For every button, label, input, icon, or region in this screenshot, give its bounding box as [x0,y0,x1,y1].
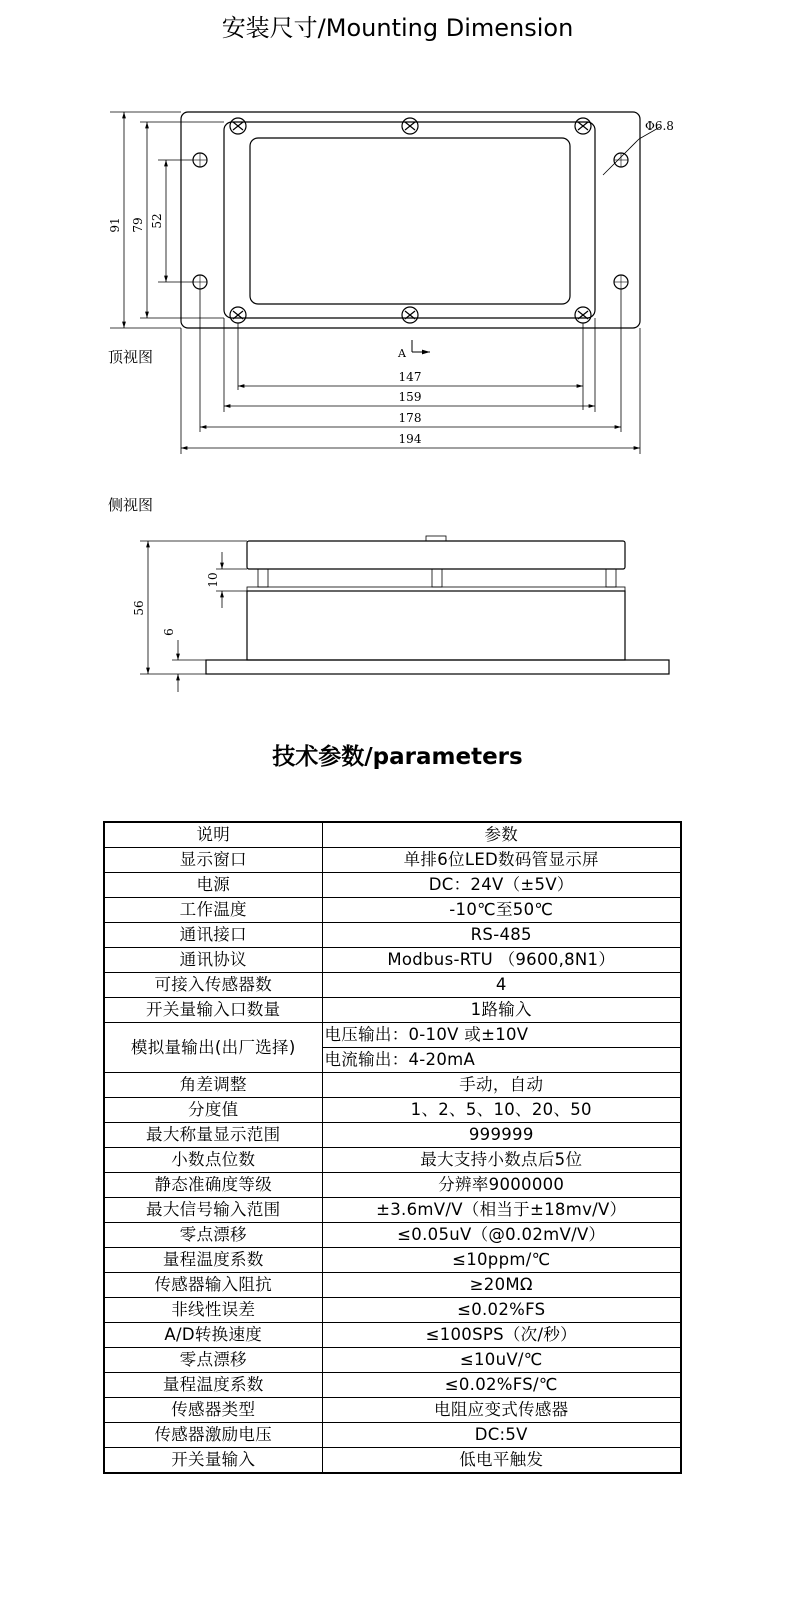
table-row [104,998,681,1023]
param-name: 工作温度 [104,898,322,923]
param-name: 小数点位数 [104,1148,322,1173]
table-row [104,1423,681,1448]
header-value: 参数 [322,822,681,848]
section-marker: A [398,347,406,360]
table-row [104,1373,681,1398]
table-row [104,1173,681,1198]
param-name: 传感器输入阻抗 [104,1273,322,1298]
params-title: 技术参数/parameters [272,744,523,770]
table-row [104,1198,681,1223]
param-name: 零点漂移 [104,1223,322,1248]
param-value: DC：24V（±5V） [322,873,681,898]
param-value: 最大支持小数点后5位 [322,1148,681,1173]
param-name: 最大信号输入范围 [104,1198,322,1223]
dim-159: 159 [398,390,422,404]
side-view-label: 侧视图 [108,496,154,514]
side-view-base-plate [206,660,669,674]
param-name: 开关量输入 [104,1448,322,1474]
side-view-standoffs [258,569,616,587]
dim-91: 91 [108,217,122,233]
table-row [104,1398,681,1423]
param-name: 可接入传感器数 [104,973,322,998]
param-name: 通讯协议 [104,948,322,973]
table-row [104,948,681,973]
param-name: 分度值 [104,1098,322,1123]
table-row [104,848,681,873]
table-row [104,873,681,898]
table-header-row [104,822,681,848]
param-value: ±3.6mV/V（相当于±18mv/V） [322,1198,681,1223]
param-value: ≤0.05uV（@0.02mV/V） [322,1223,681,1248]
param-value: 1路输入 [322,998,681,1023]
param-value: 4 [322,973,681,998]
param-name: 电源 [104,873,322,898]
param-name: 非线性误差 [104,1298,322,1323]
param-value: ≤100SPS（次/秒） [322,1323,681,1348]
table-row [104,1023,681,1048]
table-row [104,1148,681,1173]
top-view-bezel [224,122,595,318]
page-title: 安装尺寸/Mounting Dimension [221,14,574,42]
side-view-top-cover [247,541,625,569]
param-value: 999999 [322,1123,681,1148]
param-name: 量程温度系数 [104,1248,322,1273]
param-value: 1、2、5、10、20、50 [322,1098,681,1123]
table-row [104,1348,681,1373]
param-name: 角差调整 [104,1073,322,1098]
param-value: 手动，自动 [322,1073,681,1098]
param-value: ≤0.02%FS/℃ [322,1373,681,1398]
table-row [104,1248,681,1273]
top-view-label: 顶视图 [108,348,154,366]
param-name: 最大称量显示范围 [104,1123,322,1148]
param-name: 静态准确度等级 [104,1173,322,1198]
param-value: ≤10uV/℃ [322,1348,681,1373]
table-row [104,1273,681,1298]
table-row [104,1073,681,1098]
mounting-holes [193,153,628,289]
dim-10: 10 [206,572,220,588]
param-value: RS-485 [322,923,681,948]
dim-52: 52 [150,213,164,229]
table-row [104,1298,681,1323]
top-view-window [250,138,570,304]
side-view-body [247,591,625,660]
screws [230,118,591,323]
param-name: 零点漂移 [104,1348,322,1373]
dim-56: 56 [132,600,146,616]
dim-194: 194 [398,432,422,446]
table-row [104,1098,681,1123]
param-name: 显示窗口 [104,848,322,873]
param-value: DC:5V [322,1423,681,1448]
hole-diameter-label: Φ6.8 [645,119,674,133]
param-value-current: 电流输出：4-20mA [322,1048,681,1073]
table-row [104,973,681,998]
table-row [104,1223,681,1248]
dim-79: 79 [131,217,145,233]
dim-147: 147 [398,370,422,384]
param-value: ≤10ppm/℃ [322,1248,681,1273]
param-name: 量程温度系数 [104,1373,322,1398]
param-value: 电阻应变式传感器 [322,1398,681,1423]
table-row [104,1123,681,1148]
param-value: ≥20MΩ [322,1273,681,1298]
table-row [104,923,681,948]
param-name: 传感器类型 [104,1398,322,1423]
dim-6: 6 [162,628,176,636]
table-row [104,1323,681,1348]
param-name: 通讯接口 [104,923,322,948]
params-table [103,821,682,1474]
param-name: A/D转换速度 [104,1323,322,1348]
param-value: Modbus-RTU （9600,8N1） [322,948,681,973]
param-name: 开关量输入口数量 [104,998,322,1023]
param-value: ≤0.02%FS [322,1298,681,1323]
table-row [104,898,681,923]
param-name: 传感器激励电压 [104,1423,322,1448]
header-name: 说明 [104,822,322,848]
param-value-voltage: 电压输出：0-10V 或±10V [322,1023,681,1048]
dim-178: 178 [398,411,422,425]
param-value: 单排6位LED数码管显示屏 [322,848,681,873]
param-name: 模拟量输出(出厂选择) [104,1023,322,1073]
param-value: 分辨率9000000 [322,1173,681,1198]
param-value: 低电平触发 [322,1448,681,1474]
param-value: -10℃至50℃ [322,898,681,923]
table-row [104,1448,681,1474]
